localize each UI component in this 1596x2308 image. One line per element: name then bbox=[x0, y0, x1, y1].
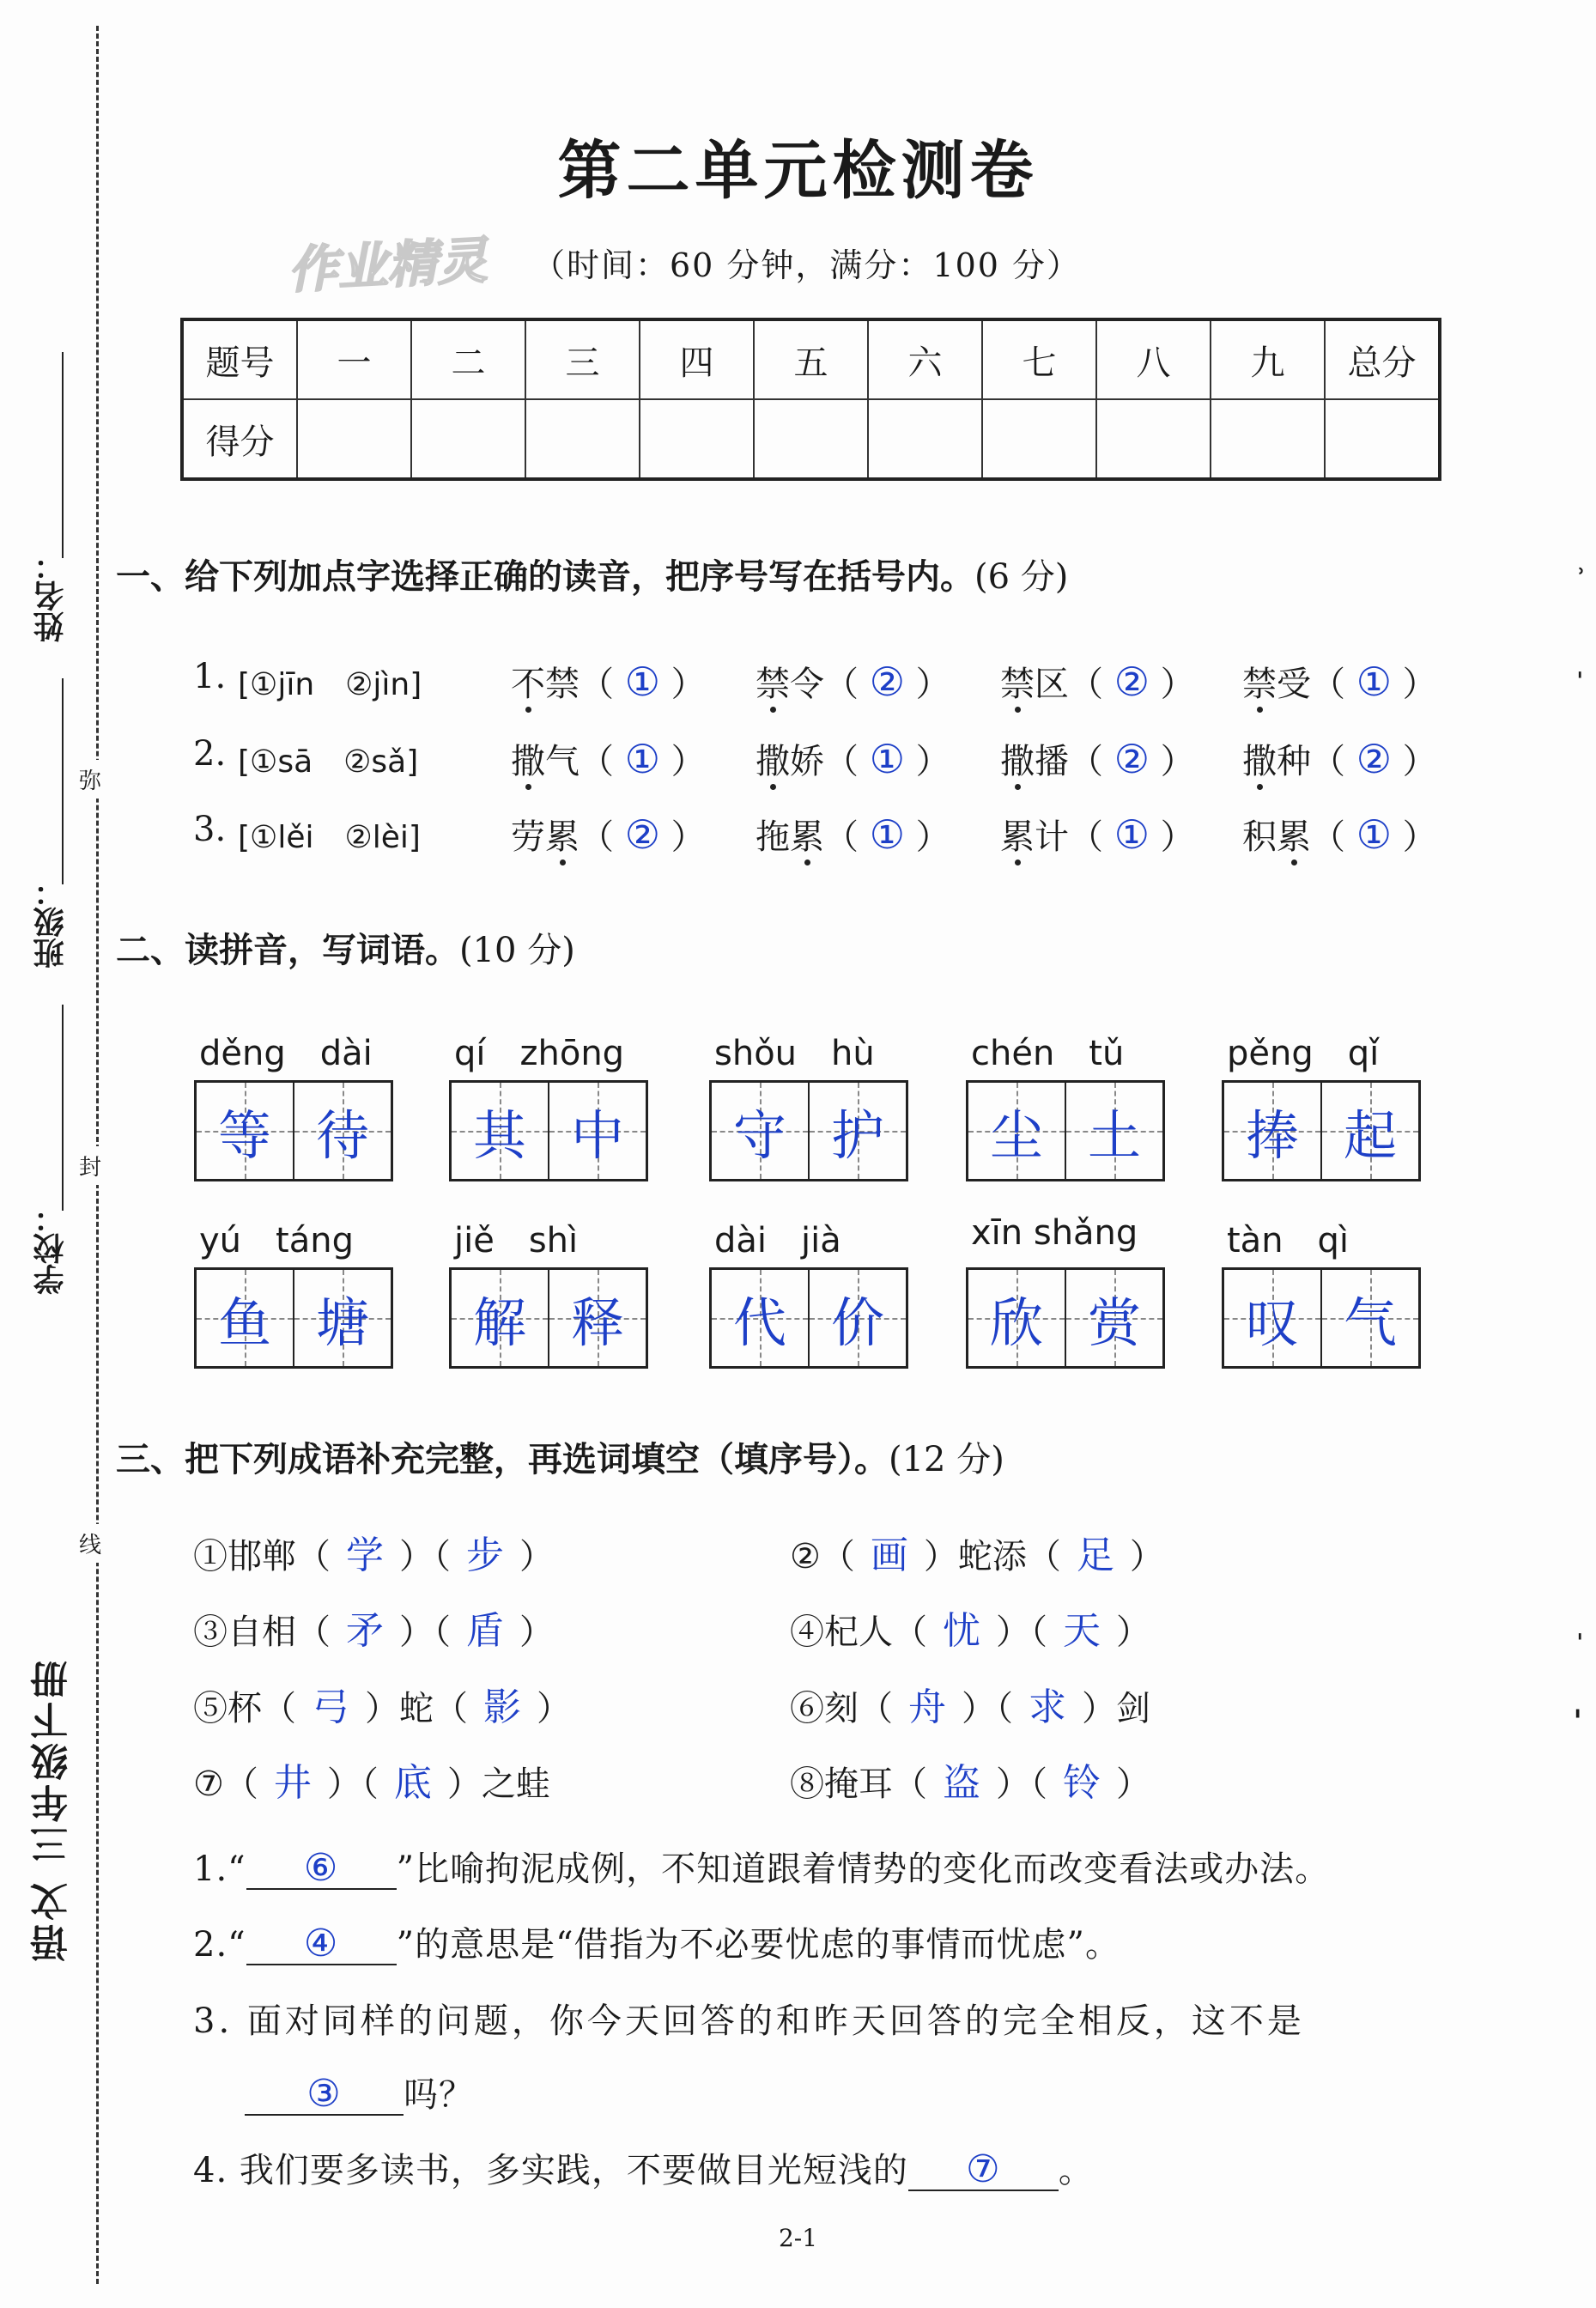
paren: （ bbox=[1311, 817, 1356, 857]
answer-choice[interactable]: ① bbox=[624, 659, 660, 705]
reading-item bbox=[511, 657, 706, 706]
writing-cell[interactable] bbox=[968, 1083, 1066, 1179]
header-cell: 六 bbox=[868, 319, 982, 399]
writing-cell[interactable] bbox=[197, 1270, 294, 1366]
answer-choice[interactable]: ① bbox=[1356, 811, 1392, 858]
writing-cell[interactable] bbox=[1224, 1083, 1322, 1179]
margin-mark: ˌ bbox=[1573, 1683, 1583, 1723]
idiom-text: ）（ bbox=[399, 1537, 451, 1576]
writing-grid bbox=[966, 1080, 1165, 1181]
score-row-label: 得分 bbox=[182, 399, 297, 479]
idiom-item bbox=[193, 1600, 554, 1655]
cut-word-feng: 封 bbox=[79, 1146, 101, 1185]
answer-choice[interactable]: ① bbox=[1356, 659, 1392, 705]
score-cell[interactable] bbox=[868, 399, 982, 479]
idiom-answer[interactable]: 矛 bbox=[346, 1609, 384, 1653]
subject-label: 语文 三年级下册 bbox=[31, 1657, 75, 1963]
header-cell: 九 bbox=[1211, 319, 1325, 399]
writing-cell[interactable] bbox=[294, 1083, 391, 1179]
writing-grid bbox=[709, 1267, 908, 1369]
writing-cell[interactable] bbox=[452, 1083, 549, 1179]
writing-cell[interactable] bbox=[810, 1083, 906, 1179]
writing-grid bbox=[1222, 1080, 1421, 1181]
pinyin-label: shǒu hù bbox=[714, 1034, 875, 1073]
reading-item bbox=[1000, 657, 1195, 706]
idiom-answer[interactable]: 舟 bbox=[908, 1685, 946, 1729]
fill-question-1: 1.“ ⑥ ”比喻拘泥成例，不知道跟着情势的变化而改变看法或办法。 bbox=[193, 1846, 1331, 1890]
paren: ） bbox=[1391, 817, 1437, 857]
writing-cell[interactable] bbox=[549, 1270, 646, 1366]
idiom-item bbox=[790, 1676, 1150, 1731]
dotted-character: 撒 bbox=[756, 742, 790, 781]
writing-cell[interactable] bbox=[712, 1270, 810, 1366]
reading-item bbox=[1242, 657, 1437, 706]
score-cell[interactable] bbox=[640, 399, 754, 479]
paren: ） bbox=[659, 742, 706, 781]
idiom-text: ①邯郸（ bbox=[193, 1537, 331, 1576]
written-character: 塘 bbox=[315, 1291, 369, 1354]
dotted-character: 累 bbox=[790, 817, 824, 857]
idiom-text: ） bbox=[1116, 1764, 1150, 1804]
written-character: 叹 bbox=[1245, 1291, 1299, 1354]
idiom-text: ）（ bbox=[962, 1689, 1013, 1728]
cut-word-mi: 弥 bbox=[79, 760, 101, 799]
word-part: 积 bbox=[1242, 817, 1277, 857]
margin-mark: ˌ bbox=[1576, 1614, 1584, 1644]
section3-heading: 三、把下列成语补充完整，再选词填空（填序号）。(12 分) bbox=[116, 1440, 1004, 1479]
score-cell[interactable] bbox=[1211, 399, 1325, 479]
reading-item bbox=[511, 810, 706, 859]
idiom-text: ③自相（ bbox=[193, 1613, 331, 1652]
margin-mark: ˌ bbox=[1576, 653, 1584, 683]
score-cell[interactable] bbox=[525, 399, 640, 479]
class-label: 班级： bbox=[33, 876, 69, 969]
score-cell[interactable] bbox=[1325, 399, 1440, 479]
dotted-character: 撒 bbox=[511, 742, 545, 781]
fill-question-3: 3. 面对同样的问题，你今天回答的和昨天回答的完全相反，这不是 bbox=[193, 2001, 1305, 2041]
watermark: 作业精灵 bbox=[286, 230, 489, 301]
idiom-item bbox=[790, 1600, 1150, 1655]
question-number: 1. bbox=[193, 657, 227, 696]
pinyin-label: pěng qǐ bbox=[1227, 1034, 1380, 1073]
idiom-item bbox=[193, 1676, 571, 1731]
pinyin-label: tàn qì bbox=[1227, 1221, 1350, 1260]
header-cell: 题号 bbox=[182, 319, 297, 399]
header-cell: 七 bbox=[982, 319, 1096, 399]
reading-question-row bbox=[193, 810, 1481, 861]
pinyin-label: dài jià bbox=[714, 1221, 841, 1260]
written-character: 代 bbox=[732, 1291, 786, 1354]
paren: ） bbox=[659, 817, 706, 857]
idiom-item bbox=[790, 1752, 1150, 1807]
class-write-line bbox=[62, 678, 64, 884]
idiom-text: ）蛇添（ bbox=[923, 1537, 1061, 1576]
word-part: 气 bbox=[545, 742, 580, 781]
idiom-text: ②（ bbox=[790, 1537, 855, 1576]
paren: ） bbox=[904, 665, 950, 704]
header-cell: 四 bbox=[640, 319, 754, 399]
paren: （ bbox=[1311, 742, 1356, 781]
writing-grid bbox=[449, 1080, 648, 1181]
idiom-answer[interactable]: 铃 bbox=[1063, 1761, 1101, 1805]
paren: ） bbox=[659, 665, 706, 704]
answer-choice[interactable]: ① bbox=[624, 736, 660, 782]
header-cell: 五 bbox=[754, 319, 868, 399]
pinyin-label: yú táng bbox=[199, 1221, 354, 1260]
score-table-header-row bbox=[182, 319, 1440, 399]
writing-cell[interactable] bbox=[1066, 1270, 1162, 1366]
idiom-text: ）（ bbox=[399, 1613, 451, 1652]
dotted-character: 禁 bbox=[756, 665, 790, 704]
paren: （ bbox=[580, 742, 625, 781]
paren: ） bbox=[1149, 742, 1195, 781]
dotted-character: 不 bbox=[511, 665, 545, 704]
paren: （ bbox=[824, 665, 870, 704]
written-character: 护 bbox=[830, 1103, 884, 1167]
reading-question-row bbox=[193, 734, 1481, 786]
paren: ） bbox=[1391, 742, 1437, 781]
word-part: 劳 bbox=[511, 817, 545, 857]
paren: （ bbox=[580, 665, 625, 704]
idiom-text: ）蛇（ bbox=[365, 1689, 468, 1728]
writing-grid bbox=[194, 1080, 393, 1181]
writing-grid bbox=[1222, 1267, 1421, 1369]
written-character: 尘 bbox=[989, 1103, 1043, 1167]
question-number: 2. bbox=[193, 734, 227, 774]
word-part: 令 bbox=[790, 665, 824, 704]
idiom-text: ）（ bbox=[326, 1764, 379, 1804]
answer-choice[interactable]: ② bbox=[1356, 736, 1392, 782]
idiom-text: ）（ bbox=[996, 1764, 1047, 1804]
idiom-text: ） bbox=[537, 1689, 571, 1728]
idiom-text: ）之蛙 bbox=[446, 1764, 550, 1804]
header-cell: 三 bbox=[525, 319, 640, 399]
idiom-text: ） bbox=[1129, 1537, 1164, 1576]
written-character: 鱼 bbox=[217, 1291, 271, 1354]
answer-blank[interactable]: ⑥ bbox=[246, 1849, 397, 1890]
writing-cell[interactable] bbox=[1224, 1270, 1322, 1366]
idiom-answer[interactable]: 画 bbox=[870, 1534, 908, 1577]
paren: （ bbox=[1069, 817, 1114, 857]
answer-blank[interactable]: ⑦ bbox=[908, 2150, 1059, 2191]
school-label: 学校： bbox=[33, 1202, 69, 1295]
writing-cell[interactable] bbox=[197, 1083, 294, 1179]
idiom-text: ⑧掩耳（ bbox=[790, 1764, 927, 1804]
pinyin-label: chén tǔ bbox=[971, 1034, 1125, 1073]
word-part: 禁 bbox=[545, 665, 580, 704]
header-cell: 一 bbox=[297, 319, 411, 399]
idiom-item bbox=[790, 1524, 1164, 1579]
writing-cell[interactable] bbox=[452, 1270, 549, 1366]
name-write-line bbox=[62, 352, 64, 558]
question-number: 3. bbox=[193, 810, 227, 849]
fill-question-3-cont: ③ 吗？ bbox=[245, 2068, 474, 2117]
idiom-answer[interactable]: 盾 bbox=[466, 1609, 504, 1653]
writing-cell[interactable] bbox=[1322, 1270, 1418, 1366]
score-cell[interactable] bbox=[754, 399, 868, 479]
written-character: 价 bbox=[830, 1291, 884, 1354]
idiom-item bbox=[193, 1524, 554, 1579]
writing-grid bbox=[449, 1267, 648, 1369]
answer-choice[interactable]: ② bbox=[624, 811, 660, 858]
idiom-item bbox=[193, 1752, 550, 1807]
idiom-answer[interactable]: 天 bbox=[1063, 1609, 1101, 1653]
writing-cell[interactable] bbox=[549, 1083, 646, 1179]
paren: （ bbox=[1069, 665, 1114, 704]
idiom-answer[interactable]: 影 bbox=[483, 1685, 521, 1729]
written-character: 中 bbox=[570, 1103, 624, 1167]
answer-choice[interactable]: ② bbox=[1114, 659, 1150, 705]
pinyin-options: [①jīn ②jìn] bbox=[238, 667, 422, 702]
time-info: （时间：60 分钟，满分：100 分） bbox=[532, 246, 1082, 284]
dotted-character: 撒 bbox=[1000, 742, 1035, 781]
paren: （ bbox=[1069, 742, 1114, 781]
paren: （ bbox=[580, 817, 625, 857]
written-character: 欣 bbox=[989, 1291, 1043, 1354]
reading-item bbox=[1242, 810, 1437, 859]
pinyin-label: qí zhōng bbox=[454, 1034, 625, 1073]
written-character: 赏 bbox=[1087, 1291, 1141, 1354]
reading-question-row bbox=[193, 657, 1481, 708]
word-part: 种 bbox=[1277, 742, 1311, 781]
idiom-answer[interactable]: 底 bbox=[393, 1761, 432, 1805]
writing-grid bbox=[194, 1267, 393, 1369]
header-cell: 二 bbox=[411, 319, 525, 399]
paren: （ bbox=[824, 817, 870, 857]
paren: （ bbox=[1311, 665, 1356, 704]
idiom-answer[interactable]: 求 bbox=[1029, 1685, 1066, 1729]
dotted-character: 累 bbox=[1277, 817, 1311, 857]
pinyin-label: děng dài bbox=[199, 1034, 373, 1073]
page-title: 第二单元检测卷 bbox=[557, 134, 1039, 208]
idiom-text: ⑥刻（ bbox=[790, 1689, 893, 1728]
answer-choice[interactable]: ① bbox=[869, 811, 905, 858]
score-cell[interactable] bbox=[411, 399, 525, 479]
paren: （ bbox=[824, 742, 870, 781]
reading-item bbox=[1000, 734, 1195, 783]
answer-choice[interactable]: ② bbox=[869, 659, 905, 705]
written-character: 捧 bbox=[1245, 1103, 1299, 1167]
word-part: 播 bbox=[1035, 742, 1069, 781]
idiom-answer[interactable]: 井 bbox=[273, 1761, 312, 1805]
idiom-text: ⑦（ bbox=[193, 1764, 258, 1804]
idiom-answer[interactable]: 忧 bbox=[943, 1609, 980, 1653]
reading-item bbox=[511, 734, 706, 783]
idiom-text: ） bbox=[1116, 1613, 1150, 1652]
idiom-text: ⑤杯（ bbox=[193, 1689, 296, 1728]
fill-question-4: 4. 我们要多读书，多实践，不要做目光短浅的 ⑦ 。 bbox=[193, 2147, 1094, 2191]
margin-mark: ˒ bbox=[1576, 558, 1586, 588]
dotted-character: 撒 bbox=[1242, 742, 1277, 781]
written-character: 其 bbox=[472, 1103, 526, 1167]
header-cell: 八 bbox=[1096, 319, 1211, 399]
idiom-answer[interactable]: 盗 bbox=[943, 1761, 980, 1805]
paren: ） bbox=[1149, 817, 1195, 857]
word-part: 区 bbox=[1035, 665, 1069, 704]
answer-choice[interactable]: ② bbox=[1114, 736, 1150, 782]
writing-cell[interactable] bbox=[968, 1270, 1066, 1366]
name-label: 姓名： bbox=[33, 550, 69, 642]
answer-blank[interactable]: ④ bbox=[246, 1924, 397, 1965]
reading-item bbox=[756, 734, 950, 783]
cut-word-xian: 线 bbox=[79, 1524, 101, 1563]
writing-grid bbox=[966, 1267, 1165, 1369]
idiom-answer[interactable]: 学 bbox=[346, 1534, 384, 1577]
writing-cell[interactable] bbox=[294, 1270, 391, 1366]
dotted-character: 禁 bbox=[1242, 665, 1277, 704]
writing-grid bbox=[709, 1080, 908, 1181]
writing-cell[interactable] bbox=[810, 1270, 906, 1366]
written-character: 解 bbox=[472, 1291, 526, 1354]
paren: ） bbox=[904, 742, 950, 781]
idiom-answer[interactable]: 足 bbox=[1076, 1534, 1114, 1577]
reading-item bbox=[756, 657, 950, 706]
pinyin-options: [①sā ②sǎ] bbox=[238, 744, 419, 780]
reading-item bbox=[756, 810, 950, 859]
word-part: 计 bbox=[1035, 817, 1069, 857]
written-character: 待 bbox=[315, 1103, 369, 1167]
idiom-text: ） bbox=[519, 1613, 554, 1652]
written-character: 释 bbox=[570, 1291, 624, 1354]
answer-choice[interactable]: ① bbox=[869, 736, 905, 782]
paren: ） bbox=[904, 817, 950, 857]
written-character: 守 bbox=[732, 1103, 786, 1167]
page-number: 2-1 bbox=[778, 2224, 818, 2252]
word-part: 受 bbox=[1277, 665, 1311, 704]
idiom-text: ）剑 bbox=[1082, 1689, 1150, 1728]
section1-heading: 一、给下列加点字选择正确的读音，把序号写在括号内。(6 分) bbox=[116, 557, 1069, 597]
written-character: 起 bbox=[1343, 1103, 1397, 1167]
score-cell[interactable] bbox=[297, 399, 411, 479]
paren: ） bbox=[1149, 665, 1195, 704]
writing-cell[interactable] bbox=[712, 1083, 810, 1179]
word-part: 拖 bbox=[756, 817, 790, 857]
written-character: 气 bbox=[1343, 1291, 1397, 1354]
idiom-text: ）（ bbox=[996, 1613, 1047, 1652]
score-cell[interactable] bbox=[1096, 399, 1211, 479]
writing-cell[interactable] bbox=[1066, 1083, 1162, 1179]
pinyin-label: xīn shǎng bbox=[971, 1213, 1138, 1253]
pinyin-label: jiě shì bbox=[454, 1221, 579, 1260]
written-character: 土 bbox=[1087, 1103, 1141, 1167]
pinyin-options: [①lěi ②lèi] bbox=[238, 820, 421, 855]
answer-blank[interactable]: ③ bbox=[245, 2074, 404, 2116]
dotted-character: 禁 bbox=[1000, 665, 1035, 704]
dotted-character: 累 bbox=[545, 817, 580, 857]
header-cell: 总分 bbox=[1325, 319, 1440, 399]
answer-choice[interactable]: ① bbox=[1114, 811, 1150, 858]
fill-question-2: 2.“ ④ ”的意思是“借指为不必要忧虑的事情而忧虑”。 bbox=[193, 1922, 1120, 1965]
score-cell[interactable] bbox=[982, 399, 1096, 479]
school-write-line bbox=[62, 1005, 64, 1211]
idiom-answer[interactable]: 弓 bbox=[312, 1685, 349, 1729]
writing-cell[interactable] bbox=[1322, 1083, 1418, 1179]
paren: ） bbox=[1391, 665, 1437, 704]
reading-item bbox=[1000, 810, 1195, 859]
idiom-answer[interactable]: 步 bbox=[466, 1534, 504, 1577]
idiom-text: ④杞人（ bbox=[790, 1613, 927, 1652]
reading-item bbox=[1242, 734, 1437, 783]
written-character: 等 bbox=[217, 1103, 271, 1167]
dotted-character: 累 bbox=[1000, 817, 1035, 857]
section2-heading: 二、读拼音，写词语。(10 分) bbox=[116, 931, 575, 970]
idiom-text: ） bbox=[519, 1537, 554, 1576]
score-table bbox=[180, 318, 1441, 481]
word-part: 娇 bbox=[790, 742, 824, 781]
score-table-score-row bbox=[182, 399, 1440, 479]
